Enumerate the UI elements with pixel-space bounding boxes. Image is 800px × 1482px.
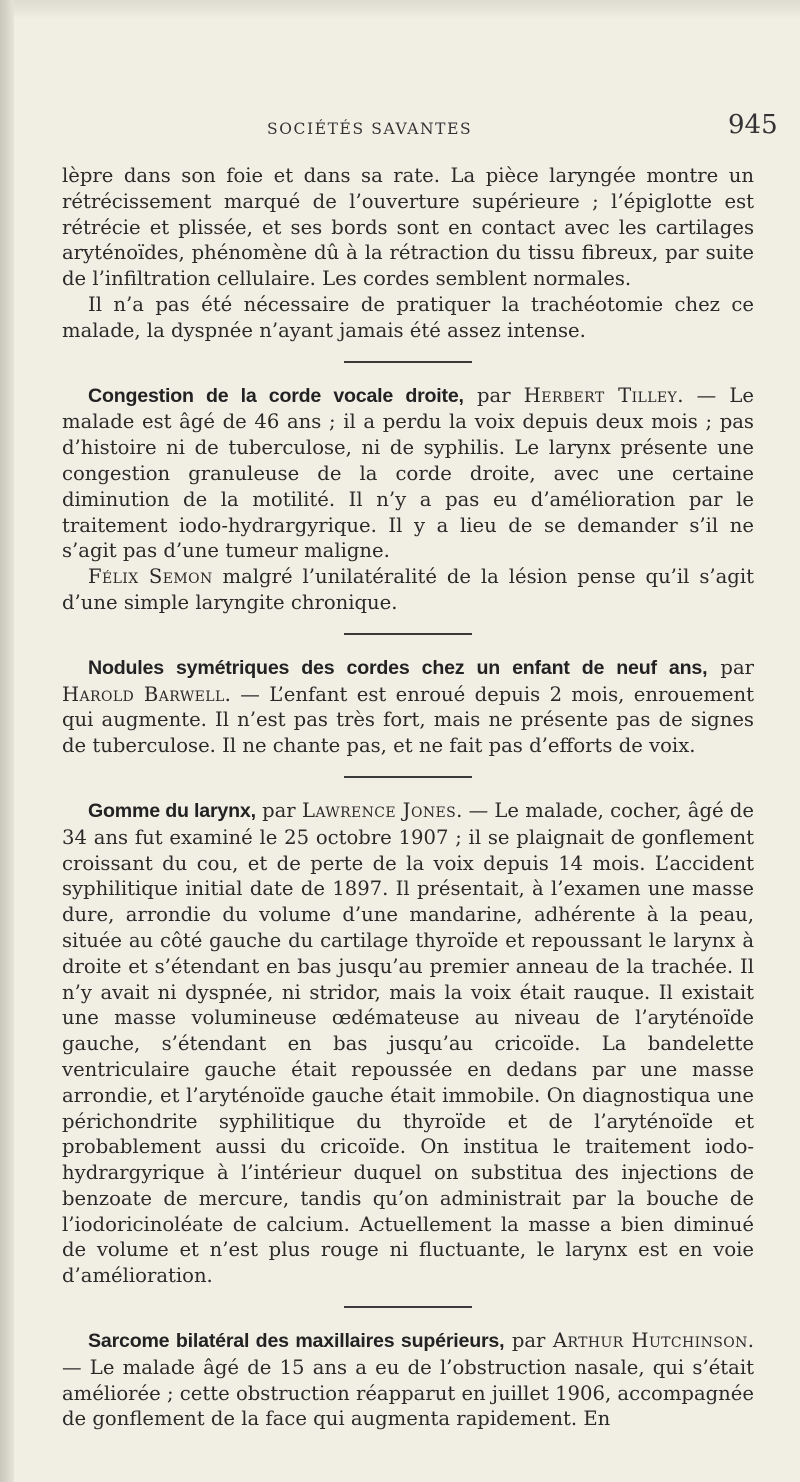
section-title: Nodules symétriques des cordes chez un enfant de neuf ans,	[88, 656, 708, 679]
section-divider	[344, 361, 472, 363]
page-number: 945	[728, 110, 778, 140]
section-text: . — Le malade, cocher, âgé de 34 ans fut examiné le 25 octobre 1907 ; il se plaignait de gonflement croissant du cou, et de perte de la voix depuis 14 mois. L’accident syphilitique initial date de 1897. Il présentait, à l’examen une masse dure, arrondie du volume d’une mandarine, adhérente à la peau, située au côté gauche du cartilage thyroïde et repoussant le larynx à droite et s’étendant en bas jusqu’au premier anneau de la trachée. Il n’y avait ni dyspnée, ni stridor, mais la voix était rauque. Il existait une masse volumineuse œdémateuse au niveau de l’aryténoïde gauche, s’étendant en bas jusqu’au cricoïde. La bandelette ventriculaire gauche était repoussée en dedans par une masse arrondie, et l’aryténoïde gauche était immobile. On diagnostiqua une périchondrite syphilitique du thyroïde et de l’aryténoïde et probablement aussi du cricoïde. On institua le traitement iodo-hydrargyrique à l’intérieur duquel on substitua des injections de benzoate de mercure, tandis qu’on administrait par la bouche de l’iodoricinoléate de calcium. Actuellement la masse a bien diminué de volume et n’est plus rouge ni fluctuante, le larynx est en voie d’amélioration.	[62, 798, 754, 1288]
section-divider	[344, 633, 472, 635]
by-word: par	[504, 1329, 553, 1353]
author-name: Lawrence Jones	[301, 798, 457, 822]
section-gomme	[62, 798, 754, 1289]
section-text: . — L’enfant est enroué depuis 2 mois, enrouement qui augmente. Il n’est pas très fort, mais ne présente pas de signes de tuberculose. Il ne chante pas, et ne fait pas d’efforts de voix.	[62, 682, 754, 758]
running-title: SOCIÉTÉS SAVANTES	[267, 120, 473, 138]
section-title: Congestion de la corde vocale droite,	[88, 384, 464, 407]
section-text: . — Le malade âgé de 15 ans a eu de l’obstruction nasale, qui s’était améliorée ; cette obstruction réapparut en juillet 1906, accompagnée de gonflement de la face qui augmenta rapidement. En	[62, 1329, 754, 1431]
intro-paragraph-1: lèpre dans son foie et dans sa rate. La pièce laryngée montre un rétrécissement marqué de l’ouverture supérieure ; l’épiglotte est rétrécie et plissée, et ses bords sont en contact avec les cartilages aryténoïdes, phénomène dû à la rétraction du tissu fibreux, par suite de l’infiltration cellulaire. Les cordes semblent normales.	[62, 164, 754, 291]
section-congestion-comment	[62, 564, 754, 616]
section-nodules	[62, 655, 754, 759]
by-word: par	[463, 383, 524, 407]
author-name: Arthur Hutchinson	[552, 1329, 748, 1353]
running-header	[0, 108, 800, 148]
by-word: par	[707, 655, 754, 679]
section-sarcome	[62, 1328, 754, 1432]
author-name: Herbert Tilley	[523, 383, 678, 407]
intro-paragraph-2: Il n’a pas été nécessaire de pratiquer la trachéotomie chez ce malade, la dyspnée n’ayant jamais été assez intense.	[62, 292, 754, 342]
author-name: Harold Barwell	[62, 682, 225, 706]
section-title: Sarcome bilatéral des maxillaires supérieurs,	[88, 1330, 505, 1353]
section-text: malgré l’unilatéralité de la lésion pense qu’il s’agit d’une simple laryngite chronique.	[62, 565, 754, 614]
page-edge-shadow-top	[0, 0, 800, 20]
section-text: . — Le malade est âgé de 46 ans ; il a perdu la voix depuis deux mois ; pas d’histoire ni de tuberculose, ni de syphilis. Le larynx présente une congestion granuleuse de la corde droite, avec une certaine diminution de la motilité. Il n’y a pas eu d’amélioration par le traitement iodo-hydrargyrique. Il y a lieu de se demander s’il ne s’agit pas d’une tumeur maligne.	[62, 383, 754, 563]
article-body	[62, 163, 754, 1432]
author-name: Félix Semon	[88, 565, 213, 589]
by-word: par	[255, 798, 302, 822]
section-congestion	[62, 383, 754, 565]
page-edge-shadow-left	[0, 0, 14, 1482]
section-title: Gomme du larynx,	[88, 799, 256, 822]
section-divider	[344, 1306, 472, 1308]
section-divider	[344, 776, 472, 778]
